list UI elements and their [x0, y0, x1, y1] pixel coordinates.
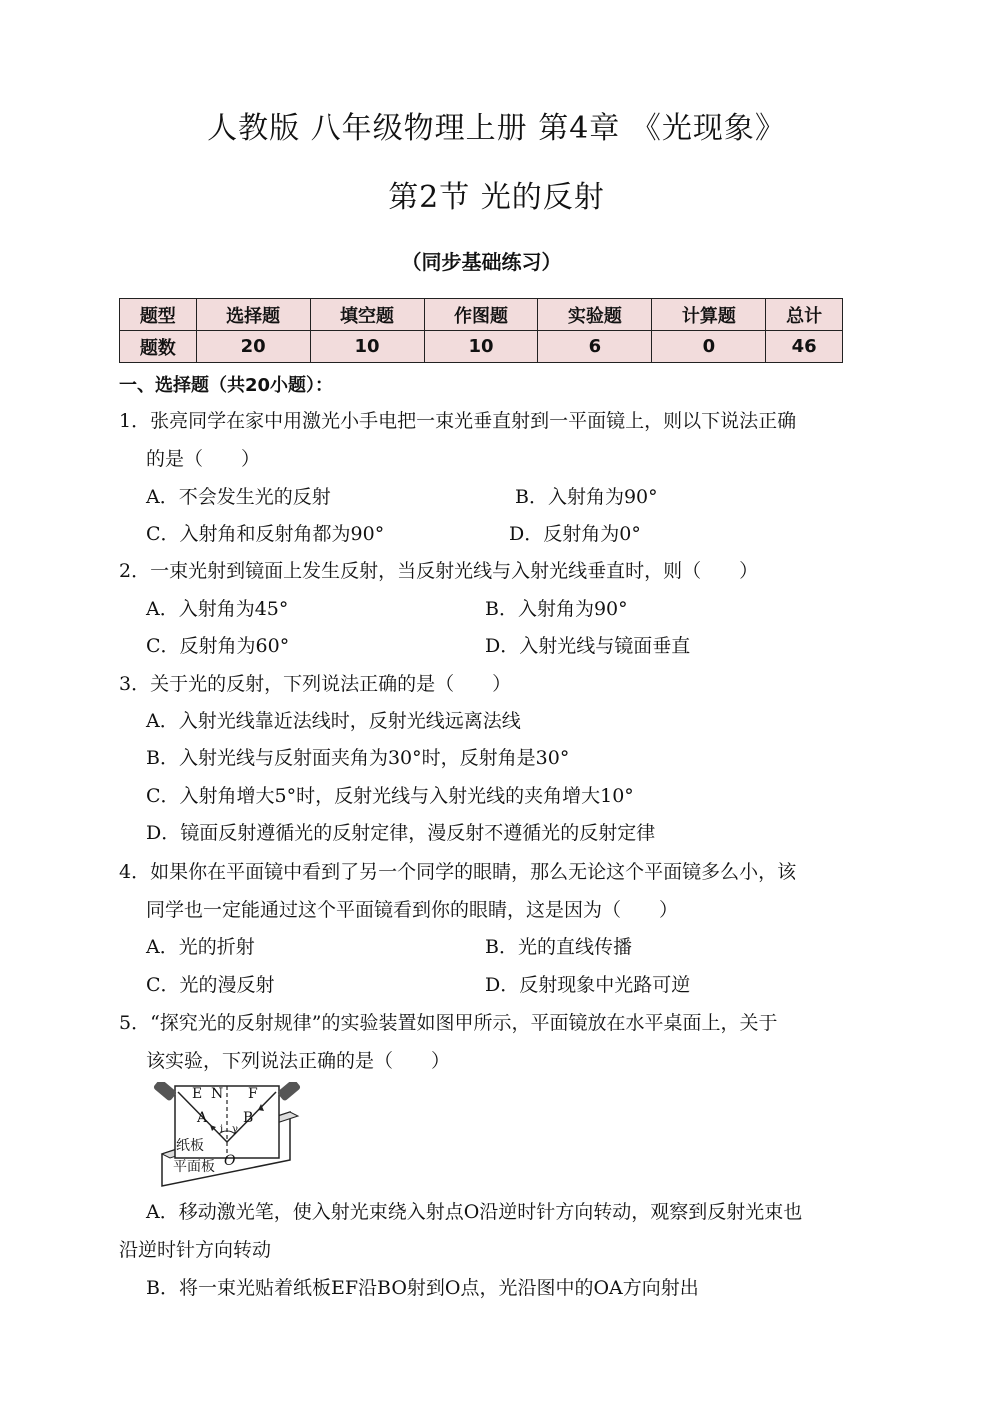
table-cell: 实验题	[538, 299, 652, 331]
table-cell: 题数	[120, 331, 197, 363]
page-title: 人教版 八年级物理上册 第4章 《光现象》	[207, 111, 786, 146]
table-cell: 作图题	[424, 299, 538, 331]
question-5-stem-cont: 该实验，下列说法正确的是（ ）	[146, 1050, 451, 1072]
question-5-option-a-cont: 沿逆时针方向转动	[119, 1239, 272, 1261]
label-paper-board: 纸板	[176, 1138, 204, 1154]
label-i: i	[220, 1124, 224, 1135]
label-a: A	[197, 1110, 208, 1126]
question-1-option-a: A．不会发生光的反射	[146, 486, 331, 508]
table-row	[120, 299, 843, 331]
label-plane-board: 平面板	[173, 1159, 215, 1175]
question-4-option-c: C．光的漫反射	[146, 974, 275, 996]
question-4-option-d: D．反射现象中光路可逆	[485, 974, 691, 996]
question-2-option-b: B．入射角为90°	[485, 598, 628, 620]
label-n: N	[211, 1086, 224, 1102]
question-1-option-b: B．入射角为90°	[515, 486, 658, 508]
table-row	[120, 331, 843, 363]
table-cell: 10	[424, 331, 538, 363]
label-gamma: γ	[232, 1124, 238, 1135]
table-cell: 题型	[120, 299, 197, 331]
table-cell: 20	[196, 331, 310, 363]
question-3-option-d: D．镜面反射遵循光的反射定律，漫反射不遵循光的反射定律	[146, 822, 656, 844]
laser-pointer-right-icon	[277, 1082, 302, 1102]
table-cell: 填空题	[310, 299, 424, 331]
label-f: F	[248, 1086, 258, 1102]
table-cell: 0	[652, 331, 766, 363]
question-2-option-a: A．入射角为45°	[146, 598, 289, 620]
question-3-option-a: A．入射光线靠近法线时，反射光线远离法线	[146, 710, 521, 732]
table-cell: 总计	[766, 299, 843, 331]
reflection-experiment-figure	[140, 1082, 315, 1187]
laser-pointer-left-icon	[153, 1082, 178, 1102]
subtitle: （同步基础练习）	[401, 250, 562, 274]
table-cell: 6	[538, 331, 652, 363]
question-1-option-d: D．反射角为0°	[509, 523, 641, 545]
question-3-option-b: B．入射光线与反射面夹角为30°时，反射角是30°	[146, 747, 570, 769]
table-cell: 计算题	[652, 299, 766, 331]
question-4-stem: 4．如果你在平面镜中看到了另一个同学的眼睛，那么无论这个平面镜多么小，该	[119, 861, 797, 883]
question-4-option-a: A．光的折射	[146, 936, 255, 958]
question-count-table	[119, 298, 843, 363]
label-o: O	[224, 1153, 236, 1169]
question-5-stem: 5．“探究光的反射规律”的实验装置如图甲所示，平面镜放在水平桌面上，关于	[119, 1012, 778, 1034]
question-3-stem: 3．关于光的反射，下列说法正确的是（ ）	[119, 673, 512, 695]
question-2-stem: 2．一束光射到镜面上发生反射，当反射光线与入射光线垂直时，则（ ）	[119, 560, 759, 582]
question-4-option-b: B．光的直线传播	[485, 936, 632, 958]
question-2-option-d: D．入射光线与镜面垂直	[485, 635, 691, 657]
question-3-option-c: C．入射角增大5°时，反射光线与入射光线的夹角增大10°	[146, 785, 634, 807]
question-5-option-b: B．将一束光贴着纸板EF沿BO射到O点，光沿图中的OA方向射出	[146, 1277, 699, 1299]
label-e: E	[192, 1086, 203, 1102]
question-5-option-a: A．移动激光笔，使入射光束绕入射点O沿逆时针方向转动，观察到反射光束也	[146, 1201, 803, 1223]
question-4-stem-cont: 同学也一定能通过这个平面镜看到你的眼睛，这是因为（ ）	[146, 899, 679, 921]
question-1-option-c: C．入射角和反射角都为90°	[146, 523, 385, 545]
label-b: B	[243, 1110, 254, 1126]
question-1-stem: 1．张亮同学在家中用激光小手电把一束光垂直射到一平面镜上，则以下说法正确	[119, 410, 797, 432]
table-cell: 选择题	[196, 299, 310, 331]
table-cell: 46	[766, 331, 843, 363]
table-cell: 10	[310, 331, 424, 363]
question-1-stem-cont: 的是（ ）	[146, 448, 261, 470]
question-2-option-c: C．反射角为60°	[146, 635, 290, 657]
section-title: 第2节 光的反射	[388, 180, 605, 215]
section-heading: 一、选择题（共20小题）：	[119, 375, 334, 396]
